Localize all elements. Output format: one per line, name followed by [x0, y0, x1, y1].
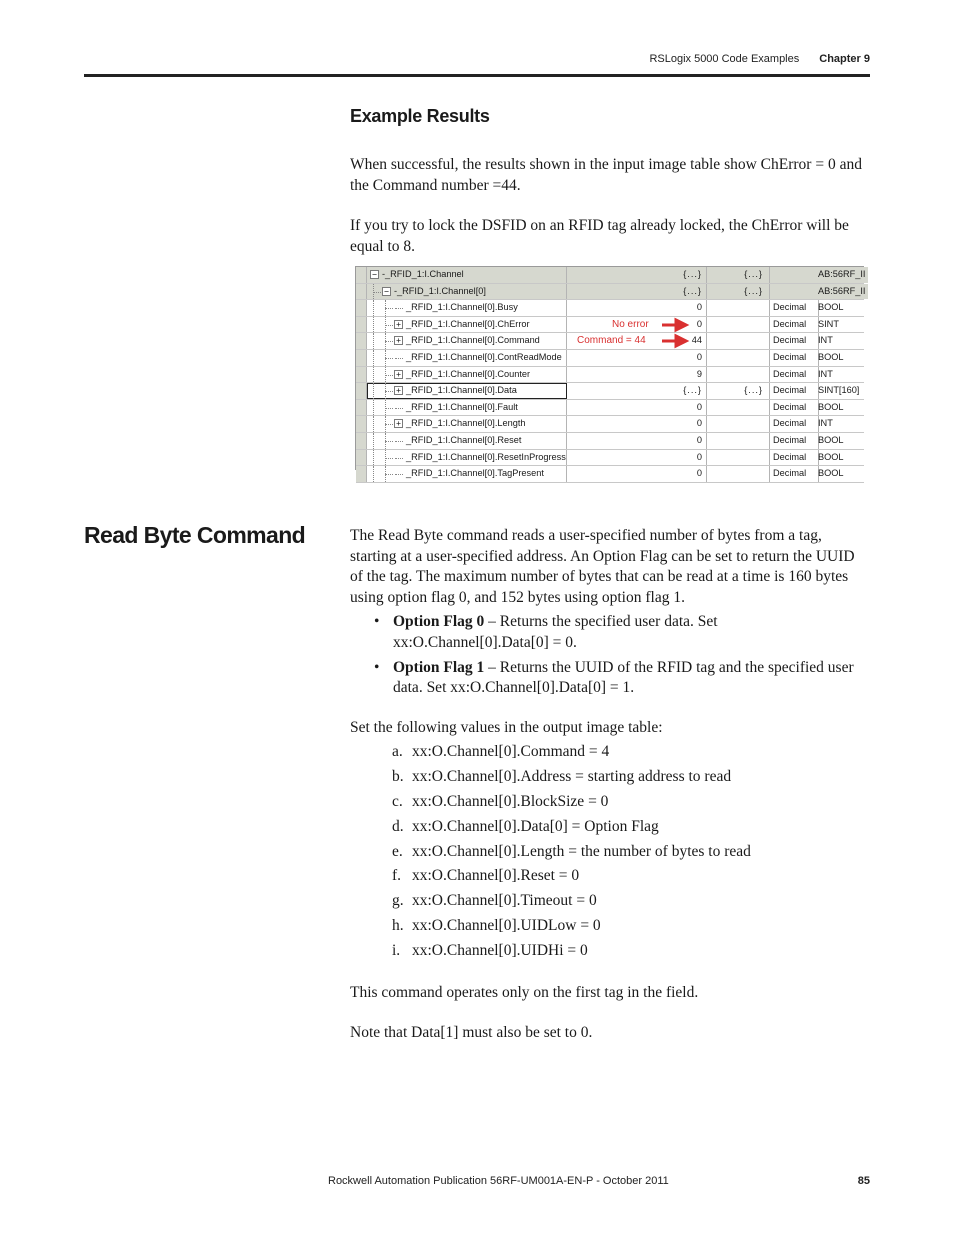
tag-value: 44 [691, 335, 702, 346]
tag-row[interactable] [356, 267, 864, 284]
tag-value-cell[interactable] [567, 383, 707, 399]
force-mask-cell[interactable] [707, 466, 770, 482]
collapse-icon[interactable]: − [382, 287, 391, 296]
data-type-cell: SINT [818, 318, 839, 329]
page-number: 85 [857, 1175, 870, 1187]
tag-row[interactable] [356, 400, 864, 417]
tag-name: _RFID_1:I.Channel[0].Command [406, 335, 540, 346]
note-data1: Note that Data[1] must also be set to 0. [350, 1024, 593, 1041]
row-gutter [356, 267, 367, 283]
row-gutter [356, 367, 367, 383]
tag-name: _RFID_1:I.Channel[0].ChError [406, 318, 530, 329]
item-text: xx:O.Channel[0].Timeout = 0 [412, 892, 597, 910]
example-results-para-1: When successful, the results shown in the input image table show ChError = 0 and the Command number =44. [350, 156, 862, 194]
tag-value-cell[interactable] [567, 367, 707, 383]
expand-icon[interactable]: + [394, 419, 403, 428]
tree-branch [395, 458, 403, 459]
item-text: xx:O.Channel[0].Length = the number of bytes to read [412, 842, 751, 860]
style-cell[interactable]: Decimal [770, 383, 819, 399]
option-flag-item [372, 658, 870, 699]
item-marker: e. [392, 842, 403, 860]
tree-branch [385, 474, 393, 475]
tag-value-cell[interactable] [567, 300, 707, 316]
example-results-para-2: If you try to lock the DSFID on an RFID tag already locked, the ChError will be equal to 8. [350, 217, 849, 255]
tree-line [373, 317, 374, 333]
tree-line [373, 367, 374, 383]
option-flag-list [372, 612, 870, 703]
tree-branch [395, 441, 403, 442]
tree-branch [385, 424, 393, 425]
style-cell[interactable]: Decimal [770, 317, 819, 333]
item-marker: i. [392, 942, 401, 960]
tag-name-cell[interactable] [367, 300, 567, 316]
read-byte-command-heading: Read Byte Command [84, 522, 306, 548]
row-gutter [356, 450, 367, 466]
tag-value: 0 [696, 302, 702, 313]
style-cell[interactable]: Decimal [770, 350, 819, 366]
tag-name: _RFID_1:I.Channel[0].Reset [406, 434, 522, 445]
tag-value: {...} [683, 285, 702, 296]
row-gutter [356, 383, 367, 399]
tag-name-cell[interactable] [367, 333, 567, 349]
tree-branch [385, 458, 393, 459]
force-mask-value: {...} [744, 285, 763, 296]
tag-value-cell[interactable] [567, 433, 707, 449]
tag-value: 0 [696, 468, 702, 479]
tree-branch [373, 292, 381, 293]
row-gutter [356, 400, 367, 416]
tag-name-cell[interactable] [367, 416, 567, 432]
tag-name-cell[interactable] [367, 466, 567, 482]
tag-row[interactable] [356, 350, 864, 367]
tag-name-cell[interactable] [367, 383, 567, 399]
tag-name-cell[interactable] [367, 317, 567, 333]
example-results-heading: Example Results [350, 106, 490, 126]
data-type-cell: BOOL [818, 468, 844, 479]
item-marker: d. [392, 817, 404, 835]
item-marker: g. [392, 892, 404, 910]
style-cell[interactable]: Decimal [770, 450, 819, 466]
data-type-cell: AB:56RF_II [816, 284, 868, 300]
running-header-section: RSLogix 5000 Code Examples [649, 53, 800, 65]
tag-row[interactable] [356, 367, 864, 384]
tag-name-cell[interactable] [367, 433, 567, 449]
row-gutter [356, 466, 367, 482]
row-gutter [356, 333, 367, 349]
running-header-chapter: Chapter 9 [819, 53, 870, 65]
style-cell[interactable]: Decimal [770, 433, 819, 449]
output-value-item [392, 941, 751, 966]
tag-value: 0 [696, 418, 702, 429]
item-marker: b. [392, 767, 404, 785]
expand-icon[interactable]: + [394, 336, 403, 345]
tag-value-cell[interactable] [567, 450, 707, 466]
option-flag-item [372, 612, 870, 653]
force-mask-cell[interactable] [707, 317, 770, 333]
tree-line [373, 433, 374, 449]
tag-row[interactable] [356, 433, 864, 450]
tree-branch [395, 358, 403, 359]
header-rule [84, 74, 870, 77]
tag-row[interactable] [356, 300, 864, 317]
tag-name: -_RFID_1:I.Channel[0] [394, 285, 486, 296]
expand-icon[interactable]: + [394, 370, 403, 379]
output-value-item [392, 817, 751, 842]
tag-row[interactable] [356, 466, 864, 483]
tag-name-cell[interactable] [367, 450, 567, 466]
tag-name: _RFID_1:I.Channel[0].Data [406, 385, 517, 396]
tag-name: _RFID_1:I.Channel[0].Length [406, 418, 526, 429]
tag-name-cell[interactable] [367, 350, 567, 366]
tree-branch [385, 441, 393, 442]
force-mask-cell[interactable] [707, 383, 770, 399]
item-text: xx:O.Channel[0].Command = 4 [412, 743, 610, 760]
output-value-item [392, 742, 751, 767]
data-type-cell: BOOL [818, 451, 844, 462]
tree-branch [395, 474, 403, 475]
tag-name: -_RFID_1:I.Channel [382, 269, 464, 279]
tag-row[interactable] [356, 317, 864, 334]
row-gutter [356, 300, 367, 316]
data-type-cell: BOOL [818, 351, 844, 362]
data-type-cell: BOOL [818, 302, 844, 313]
tag-row[interactable] [356, 416, 864, 433]
tag-name-cell[interactable] [367, 267, 567, 283]
tree-line [373, 416, 374, 432]
tag-value: {...} [683, 269, 702, 279]
tag-value-cell[interactable] [567, 284, 707, 300]
tag-name: _RFID_1:I.Channel[0].ResetInProgress [406, 451, 566, 462]
tag-value: 0 [696, 401, 702, 412]
item-text: xx:O.Channel[0].Data[0] = Option Flag [412, 817, 659, 835]
row-gutter [356, 317, 367, 333]
item-text: xx:O.Channel[0].UIDLow = 0 [412, 917, 601, 935]
output-value-item [392, 891, 751, 916]
style-cell[interactable]: Decimal [770, 300, 819, 316]
style-cell[interactable]: Decimal [770, 333, 819, 349]
data-type-cell: INT [818, 418, 833, 429]
tag-name-cell[interactable] [367, 400, 567, 416]
force-mask-cell[interactable] [707, 333, 770, 349]
note-first-tag: This command operates only on the first tag in the field. [350, 984, 699, 1001]
annotation-label: Command = 44 [577, 335, 646, 347]
expand-icon[interactable]: + [394, 386, 403, 395]
data-type-cell: BOOL [818, 401, 844, 412]
tree-line [373, 466, 374, 482]
tag-monitor-table [355, 266, 866, 479]
tree-branch [385, 375, 393, 376]
style-cell[interactable] [770, 267, 819, 283]
tag-row[interactable] [356, 383, 864, 400]
force-mask-cell[interactable] [707, 367, 770, 383]
collapse-icon[interactable]: − [370, 270, 379, 279]
tag-value-cell[interactable] [567, 317, 707, 333]
force-mask-cell[interactable] [707, 416, 770, 432]
style-cell[interactable] [770, 284, 819, 300]
tag-value: 9 [696, 368, 702, 379]
style-cell[interactable]: Decimal [770, 367, 819, 383]
style-cell[interactable]: Decimal [770, 400, 819, 416]
force-mask-cell[interactable] [707, 300, 770, 316]
red-arrow-icon [662, 319, 692, 331]
item-text: xx:O.Channel[0].UIDHi = 0 [412, 942, 588, 960]
tag-value: 0 [696, 351, 702, 362]
row-gutter [356, 284, 367, 300]
option-flag-desc: – Returns the specified user data. Set xx:O.Channel[0].Data[0] = 0. [393, 613, 718, 651]
tree-line [373, 383, 374, 399]
annotation-label: No error [612, 318, 649, 330]
output-value-item [392, 767, 751, 792]
force-mask-cell[interactable] [707, 450, 770, 466]
tag-row[interactable] [356, 333, 864, 350]
tree-branch [385, 325, 393, 326]
output-value-item [392, 842, 751, 867]
tag-value: 0 [696, 318, 702, 329]
output-value-item [392, 916, 751, 941]
row-gutter [356, 416, 367, 432]
output-value-item [392, 792, 751, 817]
data-type-cell: AB:56RF_II [816, 267, 868, 283]
item-marker: a. [392, 743, 403, 760]
data-type-cell: BOOL [818, 434, 844, 445]
tag-value-cell[interactable] [567, 350, 707, 366]
bullet-icon: • [374, 613, 380, 630]
tag-value: 0 [696, 451, 702, 462]
tree-branch [385, 408, 393, 409]
read-byte-intro: The Read Byte command reads a user-specified number of bytes from a tag, starting at a user-specified address. An Option Flag can be set to return the UUID of the tag. The maximum number of bytes that can be read at a time is 160 bytes using option flag 0, and 152 bytes using option flag 1. [350, 527, 855, 606]
force-mask-value: {...} [744, 269, 763, 279]
tree-branch [395, 408, 403, 409]
tag-name: _RFID_1:I.Channel[0].ContReadMode [406, 351, 562, 362]
output-value-item [392, 866, 751, 891]
tag-row[interactable] [356, 450, 864, 467]
tag-value-cell[interactable] [567, 416, 707, 432]
item-marker: c. [392, 792, 403, 810]
tag-value-cell[interactable] [567, 267, 707, 283]
tree-line [373, 400, 374, 416]
tree-line [373, 350, 374, 366]
force-mask-value: {...} [744, 385, 763, 396]
tree-line [373, 333, 374, 349]
expand-icon[interactable]: + [394, 320, 403, 329]
data-type-cell: INT [818, 335, 833, 346]
tag-name: _RFID_1:I.Channel[0].TagPresent [406, 468, 544, 479]
tag-value-cell[interactable] [567, 466, 707, 482]
tree-branch [385, 391, 393, 392]
tag-name-cell[interactable] [367, 284, 567, 300]
item-text: xx:O.Channel[0].Reset = 0 [412, 867, 580, 885]
red-arrow-icon [662, 335, 692, 347]
tree-branch [385, 308, 393, 309]
item-marker: h. [392, 917, 404, 935]
tree-branch [385, 358, 393, 359]
tree-branch [395, 308, 403, 309]
running-header [649, 53, 870, 65]
tag-name-cell[interactable] [367, 367, 567, 383]
tag-value-cell[interactable] [567, 333, 707, 349]
option-flag-desc: – Returns the UUID of the RFID tag and the specified user data. Set xx:O.Channel[0].Data[0] = 1. [393, 658, 854, 696]
tree-line [373, 300, 374, 316]
data-type-cell: SINT[160] [818, 385, 860, 396]
force-mask-cell[interactable] [707, 284, 770, 300]
item-marker: f. [392, 867, 402, 885]
force-mask-cell[interactable] [707, 400, 770, 416]
style-cell[interactable]: Decimal [770, 466, 819, 482]
force-mask-cell[interactable] [707, 350, 770, 366]
option-flag-label: Option Flag 0 [393, 613, 485, 630]
tag-name: _RFID_1:I.Channel[0].Busy [406, 302, 518, 313]
output-values-list [392, 742, 751, 966]
tree-line [373, 450, 374, 466]
publication-id: Rockwell Automation Publication 56RF-UM001A-EN-P - October 2011 [328, 1175, 669, 1187]
tag-value-cell[interactable] [567, 400, 707, 416]
style-cell[interactable]: Decimal [770, 416, 819, 432]
force-mask-cell[interactable] [707, 433, 770, 449]
tag-row[interactable] [356, 284, 864, 301]
item-text: xx:O.Channel[0].Address = starting address to read [412, 767, 732, 785]
tag-value: {...} [683, 385, 702, 396]
row-gutter [356, 350, 367, 366]
item-text: xx:O.Channel[0].BlockSize = 0 [412, 792, 609, 810]
row-gutter [356, 433, 367, 449]
option-flag-label: Option Flag 1 [393, 658, 485, 676]
set-values-intro: Set the following values in the output image table: [350, 719, 663, 736]
bullet-icon: • [374, 658, 380, 676]
tag-name: _RFID_1:I.Channel[0].Fault [406, 401, 518, 412]
tag-value: 0 [696, 434, 702, 445]
force-mask-cell[interactable] [707, 267, 770, 283]
data-type-cell: INT [818, 368, 833, 379]
tree-branch [385, 341, 393, 342]
tag-name: _RFID_1:I.Channel[0].Counter [406, 368, 531, 379]
